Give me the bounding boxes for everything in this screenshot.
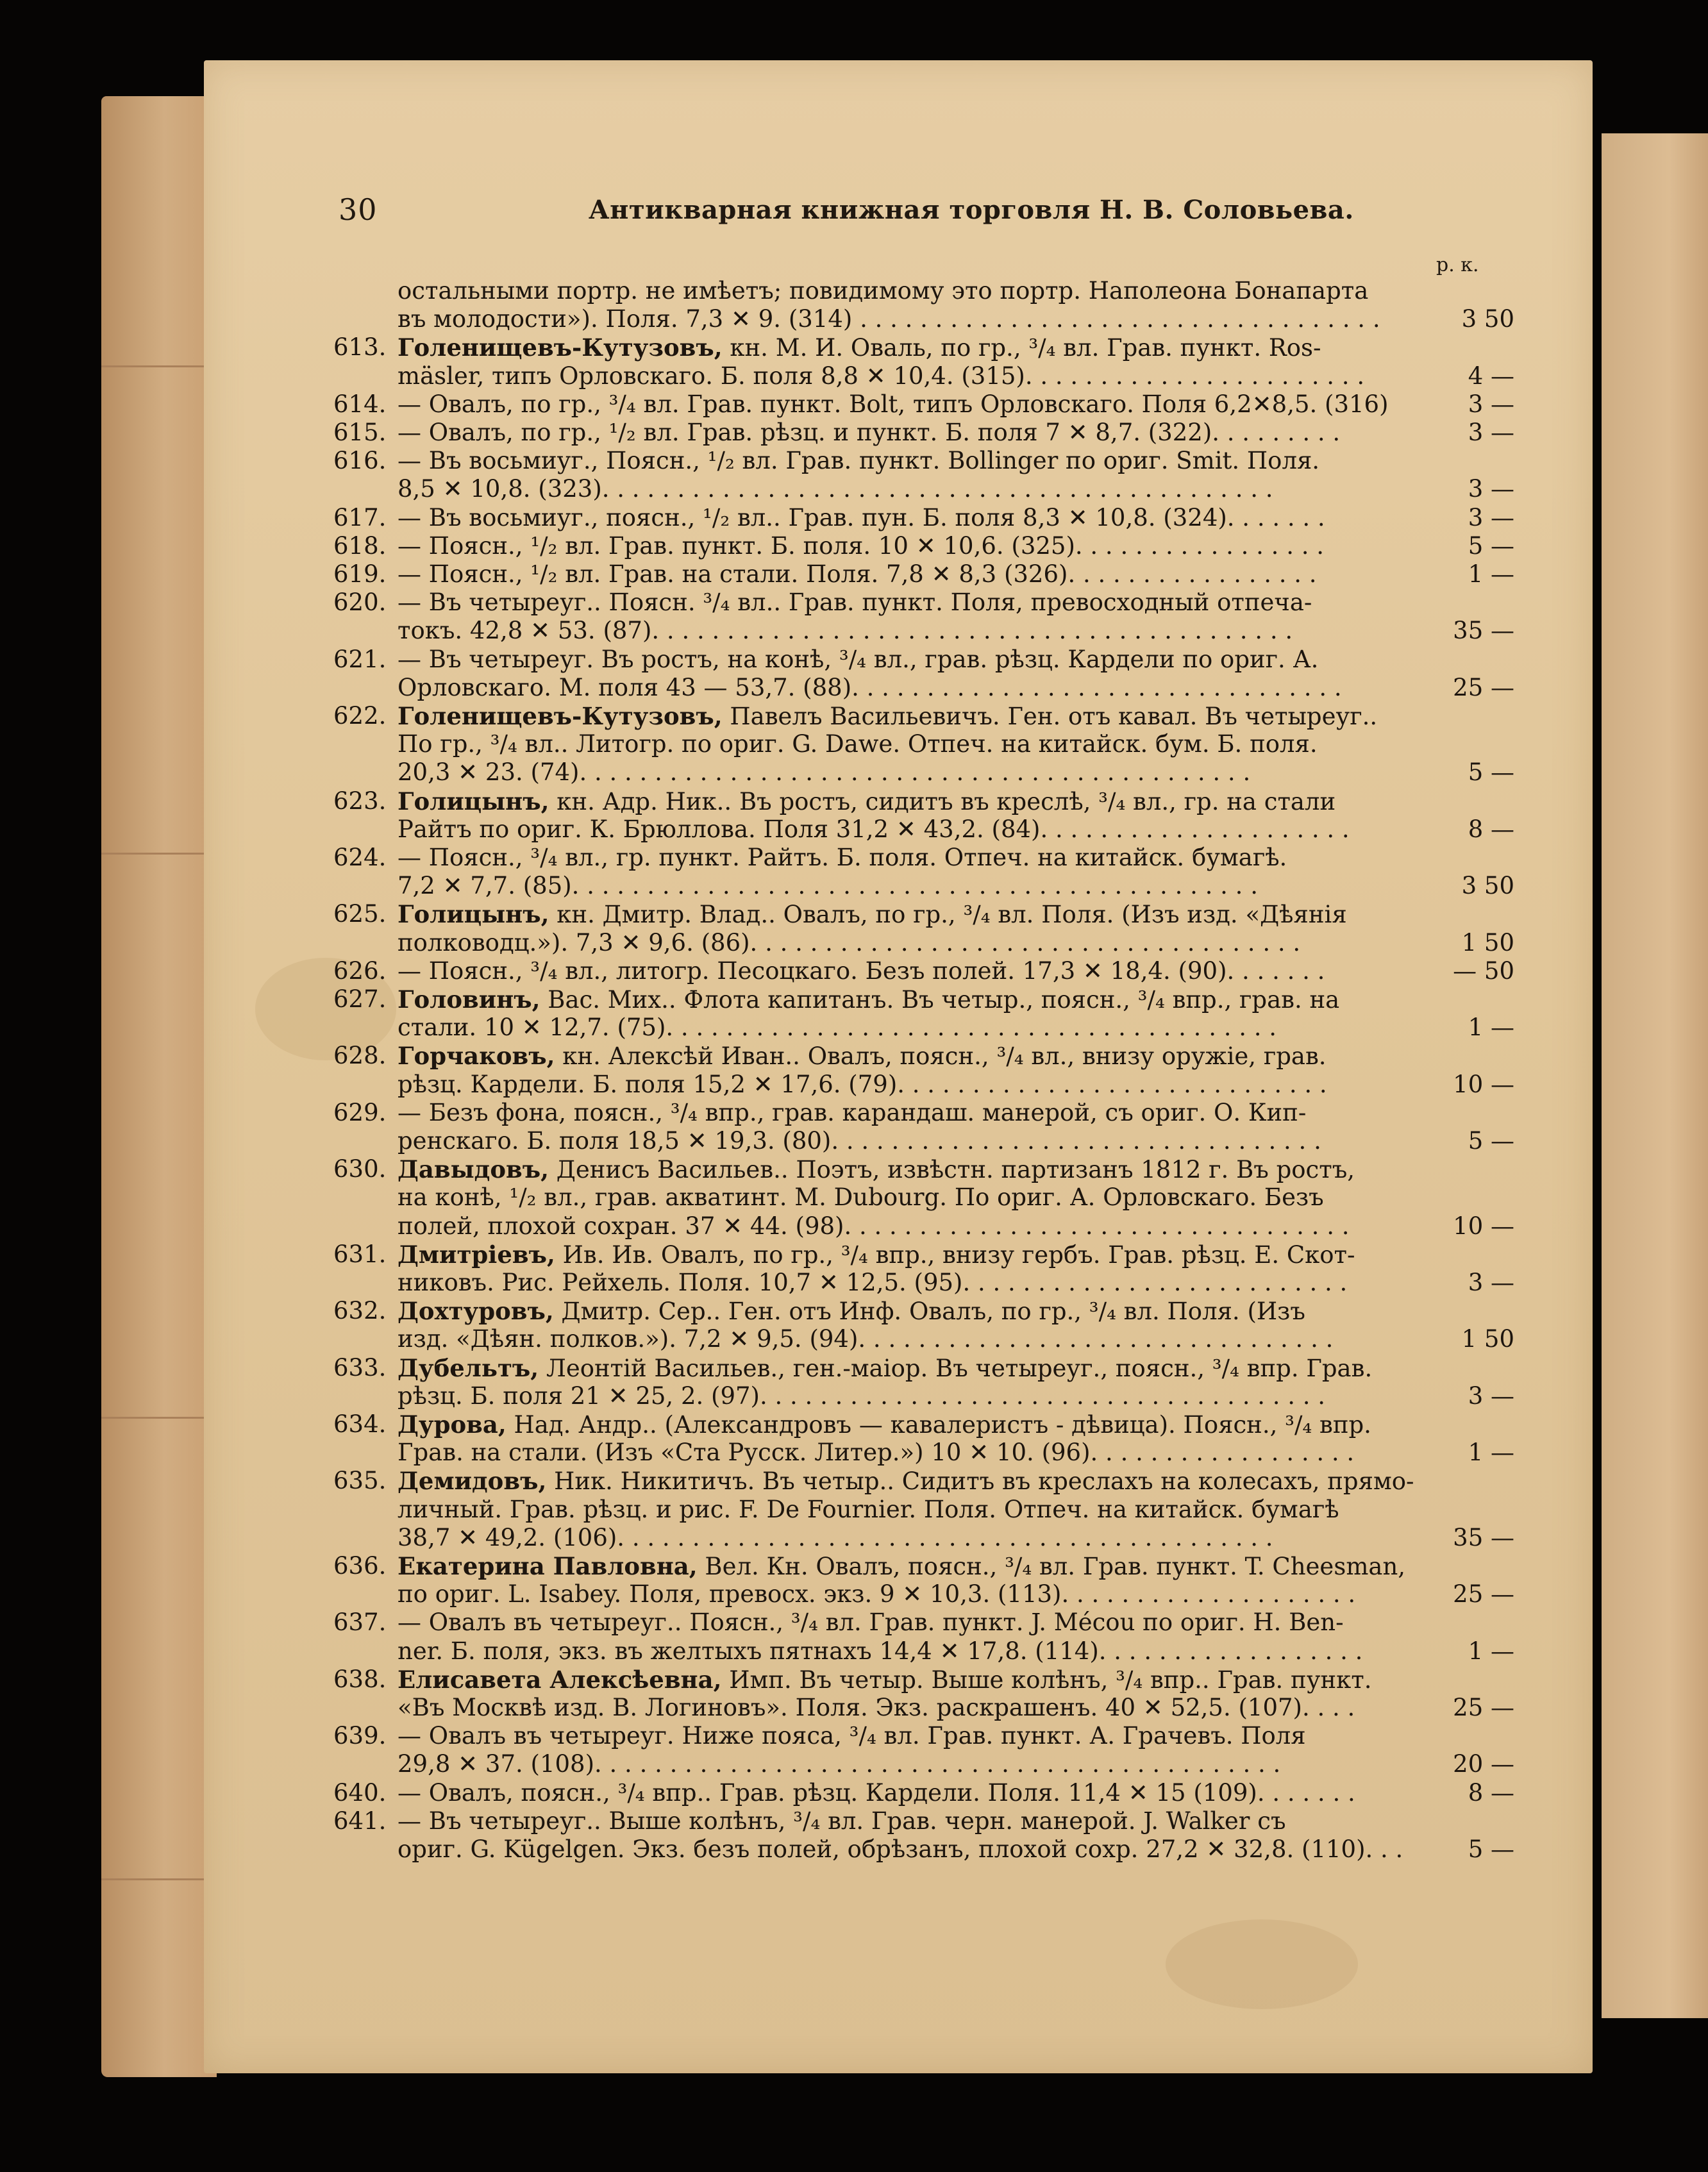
entry-price: 20 — <box>1453 1750 1514 1778</box>
entry-number: 624. <box>333 844 387 871</box>
catalog-line <box>0 362 1552 390</box>
entry-description: Денисъ Васильев.. Поэтъ, извѣстн. партизанъ 1812 г. Въ ростъ, <box>548 1156 1355 1184</box>
entry-text <box>398 1496 1416 1524</box>
entry-price: 3 50 <box>1461 872 1514 900</box>
entry-name: Дурова, <box>398 1410 507 1439</box>
entry-text <box>398 1722 1416 1750</box>
entry-text <box>398 1297 1416 1325</box>
entry-price: 3 — <box>1468 503 1514 531</box>
entry-number: 639. <box>333 1722 387 1750</box>
catalog-line <box>0 1496 1552 1524</box>
catalog-line <box>0 844 1552 872</box>
entry-price: 3 — <box>1468 1382 1514 1410</box>
entry-number: 615. <box>333 419 387 446</box>
entry-description: кн. М. И. Оваль, по гр., ³/₄ вл. Грав. пункт. Ros- <box>722 334 1321 362</box>
entry-text <box>398 305 1416 333</box>
entry-description: — Безъ фона, поясн., ³/₄ впр., грав. карандаш. манерой, съ ориг. О. Кип- <box>398 1098 1307 1126</box>
entry-description: Ник. Никитичъ. Въ четыр.. Сидитъ въ креслахъ на колесахъ, прямо- <box>546 1467 1414 1496</box>
entry-number: 641. <box>333 1807 387 1835</box>
entry-number: 618. <box>333 531 387 560</box>
entry-number: 637. <box>333 1608 387 1637</box>
entry-number: 638. <box>333 1665 387 1693</box>
entry-text <box>398 1325 1416 1353</box>
entry-description: 8,5 ✕ 10,8. (323). . . . . . . . . . . . . . . . . . . . . . . . . . . . . . . . . . . . . . . . . . . . . <box>398 475 1273 503</box>
entry-text <box>398 1608 1416 1637</box>
entry-text <box>398 1807 1416 1835</box>
running-header <box>0 192 1708 231</box>
entry-text <box>398 1127 1416 1155</box>
entry-price: 35 — <box>1453 617 1514 645</box>
entry-text <box>398 1580 1416 1608</box>
entry-description: — Въ четыреуг. Въ ростъ, на конѣ, ³/₄ вл., грав. рѣзц. Кардели по ориг. А. <box>398 645 1319 673</box>
catalog-line <box>0 1439 1552 1467</box>
entry-text <box>398 1524 1416 1552</box>
entry-text <box>398 277 1416 305</box>
facing-page-edge <box>1602 133 1708 2018</box>
entry-name: Елисавета Алексѣевна, <box>398 1665 722 1694</box>
catalog-line <box>0 1467 1552 1495</box>
entry-description: 38,7 ✕ 49,2. (106). . . . . . . . . . . . . . . . . . . . . . . . . . . . . . . . . . . . . . . . . . . . <box>398 1523 1273 1551</box>
catalog-line <box>0 1410 1552 1439</box>
entry-description: стали. 10 ✕ 12,7. (75). . . . . . . . . . . . . . . . . . . . . . . . . . . . . . . . . . . . . . . . . <box>398 1014 1277 1042</box>
catalog-line <box>0 589 1552 617</box>
catalog-line <box>0 1127 1552 1155</box>
entry-text <box>398 1071 1416 1099</box>
entry-description: — Поясн., ³/₄ вл., литогр. Песоцкаго. Безъ полей. 17,3 ✕ 18,4. (90). . . . . . . <box>398 957 1325 985</box>
entry-name: Голицынъ, <box>398 900 549 929</box>
catalog-line <box>0 1212 1552 1241</box>
entry-price: 1 — <box>1468 1637 1514 1665</box>
catalog-line <box>0 1269 1552 1297</box>
catalog-line <box>0 1580 1552 1608</box>
entry-price: 3 — <box>1468 390 1514 418</box>
entry-description: Имп. Въ четыр. Выше колѣнъ, ³/₄ впр.. Грав. пункт. <box>721 1666 1372 1694</box>
entry-text <box>398 1750 1416 1778</box>
entry-description: 29,8 ✕ 37. (108). . . . . . . . . . . . . . . . . . . . . . . . . . . . . . . . . . . . . . . . . . . . . . <box>398 1750 1281 1778</box>
catalog-line <box>0 1666 1552 1694</box>
entry-text <box>398 1212 1416 1241</box>
entry-price: 3 — <box>1468 419 1514 446</box>
entry-text <box>398 1552 1416 1580</box>
catalog-line <box>0 1694 1552 1722</box>
entry-name: Дмитріевъ, <box>398 1240 555 1269</box>
entry-price: 4 — <box>1468 362 1514 390</box>
catalog-line <box>0 1071 1552 1099</box>
entry-description: Ив. Ив. Овалъ, по гр., ³/₄ впр., внизу гербъ. Грав. рѣзц. Е. Скот- <box>555 1241 1355 1269</box>
entry-text <box>398 815 1416 844</box>
entry-text <box>398 1014 1416 1042</box>
entry-number: 616. <box>333 447 387 475</box>
entry-description: изд. «Дѣян. полков.»). 7,2 ✕ 9,5. (94). . . . . . . . . . . . . . . . . . . . . . . . . . . . . . . . <box>398 1325 1334 1353</box>
entry-text <box>398 646 1416 674</box>
catalog-line <box>0 1042 1552 1070</box>
entry-text <box>398 1183 1416 1212</box>
entry-text <box>398 504 1416 532</box>
entry-description: Леонтій Васильев., ген.-маіор. Въ четыреуг., поясн., ³/₄ впр. Грав. <box>539 1354 1373 1382</box>
entry-description: Вас. Мих.. Флота капитанъ. Въ четыр., поясн., ³/₄ впр., грав. на <box>540 986 1340 1014</box>
entry-price: 35 — <box>1453 1523 1514 1551</box>
entry-description: остальными портр. не имѣетъ; повидимому это портр. Наполеона Бонапарта <box>398 277 1369 305</box>
entry-price: 10 — <box>1453 1070 1514 1098</box>
entry-text <box>398 1099 1416 1127</box>
entry-number: 628. <box>333 1042 387 1070</box>
entry-price: 5 — <box>1468 1835 1514 1863</box>
catalog-line <box>0 419 1552 447</box>
entry-name: Дубельтъ, <box>398 1353 539 1382</box>
running-head-title: Антикварная книжная торговля Н. В. Соловьева. <box>589 195 1354 225</box>
entry-text <box>398 447 1416 475</box>
entry-text <box>398 730 1416 758</box>
entry-description: Орловскаго. М. поля 43 — 53,7. (88). . . . . . . . . . . . . . . . . . . . . . . . . . . . . . . . . <box>398 673 1342 701</box>
catalog-line <box>0 957 1552 985</box>
catalog-line <box>0 1608 1552 1637</box>
entry-text <box>398 787 1416 815</box>
entry-text <box>398 957 1416 985</box>
entry-text <box>398 1637 1416 1666</box>
entry-text <box>398 1354 1416 1382</box>
entry-price: 5 — <box>1468 531 1514 560</box>
catalog-line <box>0 1722 1552 1750</box>
entry-name: Голицынъ, <box>398 787 549 815</box>
entry-description: 20,3 ✕ 23. (74). . . . . . . . . . . . . . . . . . . . . . . . . . . . . . . . . . . . . . . . . . . . . <box>398 758 1251 787</box>
catalog-line <box>0 1637 1552 1666</box>
entry-description: кн. Адр. Ник.. Въ ростъ, сидитъ въ креслѣ, ³/₄ вл., гр. на стали <box>549 787 1336 815</box>
catalog-line <box>0 702 1552 730</box>
entry-description: — Овалъ, поясн., ³/₄ впр.. Грав. рѣзц. Кардели. Поля. 11,4 ✕ 15 (109). . . . . . . <box>398 1778 1355 1807</box>
entry-description: личный. Грав. рѣзц. и рис. F. De Fournier. Поля. Отпеч. на китайск. бумагѣ <box>398 1495 1339 1523</box>
entry-text <box>398 589 1416 617</box>
entry-text <box>398 929 1416 957</box>
entry-description: на конѣ, ¹/₂ вл., грав. акватинт. M. Dubourg. По ориг. А. Орловскаго. Безъ <box>398 1183 1324 1212</box>
entry-text <box>398 560 1416 589</box>
catalog-line <box>0 475 1552 503</box>
entry-description: кн. Дмитр. Влад.. Овалъ, по гр., ³/₄ вл. Поля. (Изъ изд. «Дѣянія <box>549 901 1347 929</box>
entry-description: — Въ четыреуг.. Поясн. ³/₄ вл.. Грав. пункт. Поля, превосходный отпеча- <box>398 589 1312 617</box>
entry-text <box>398 1269 1416 1297</box>
entry-price: 1 50 <box>1461 1325 1514 1353</box>
entry-description: — Въ восьмиуг., Поясн., ¹/₂ вл. Грав. пункт. Bollinger по ориг. Smit. Поля. <box>398 447 1320 475</box>
catalog-line <box>0 758 1552 787</box>
entry-description: mäsler, типъ Орловскаго. Б. поля 8,8 ✕ 10,4. (315). . . . . . . . . . . . . . . . . . . . . . . <box>398 362 1365 390</box>
entry-text <box>398 1467 1416 1495</box>
entry-price: 1 50 <box>1461 928 1514 957</box>
entry-text <box>398 1155 1416 1183</box>
entry-text <box>398 702 1416 730</box>
entry-name: Екатерина Павловна, <box>398 1552 698 1580</box>
entry-description: ориг. G. Kügelgen. Экз. безъ полей, обрѣзанъ, плохой сохр. 27,2 ✕ 32,8. (110). . . <box>398 1835 1403 1863</box>
catalog-line <box>0 277 1552 305</box>
entry-price: 3 — <box>1468 475 1514 503</box>
entry-price: 25 — <box>1453 1694 1514 1721</box>
catalog-line <box>0 1014 1552 1042</box>
catalog-line <box>0 1354 1552 1382</box>
entry-text <box>398 390 1416 419</box>
catalog-line <box>0 1524 1552 1552</box>
catalog-line <box>0 985 1552 1014</box>
entry-text <box>398 362 1416 390</box>
entry-text <box>398 900 1416 928</box>
entry-description: — Овалъ, по гр., ³/₄ вл. Грав. пункт. Bolt, типъ Орловскаго. Поля 6,2✕8,5. (316) <box>398 390 1389 418</box>
entry-description: Грав. на стали. (Изъ «Ста Русск. Литер.») 10 ✕ 10. (96). . . . . . . . . . . . . . . . . . <box>398 1439 1355 1467</box>
catalog-line <box>0 872 1552 900</box>
entry-name: Демидовъ, <box>398 1467 547 1496</box>
entry-text <box>398 1835 1416 1864</box>
entry-price: 3 50 <box>1461 305 1514 333</box>
entry-text <box>398 475 1416 503</box>
entry-price: 10 — <box>1453 1212 1514 1240</box>
catalog-line <box>0 1297 1552 1325</box>
catalog-line <box>0 646 1552 674</box>
entry-description: въ молодости»). Поля. 7,3 ✕ 9. (314) . . . . . . . . . . . . . . . . . . . . . . . . . . . . . . . . . . . <box>398 305 1380 333</box>
entry-description: — Въ восьмиуг., поясн., ¹/₂ вл.. Грав. пун. Б. поля 8,3 ✕ 10,8. (324). . . . . . . <box>398 503 1325 531</box>
entry-description: полей, плохой сохран. 37 ✕ 44. (98). . . . . . . . . . . . . . . . . . . . . . . . . . . . . . . . . . <box>398 1212 1350 1240</box>
catalog-line <box>0 333 1552 362</box>
entry-description: рѣзц. Кардели. Б. поля 15,2 ✕ 17,6. (79). . . . . . . . . . . . . . . . . . . . . . . . . . . . . <box>398 1070 1327 1098</box>
catalog-line <box>0 560 1552 589</box>
entry-price: 1 — <box>1468 1014 1514 1042</box>
entry-name: Давыдовъ, <box>398 1155 549 1184</box>
entry-number: 621. <box>333 645 387 673</box>
entry-text <box>398 617 1416 645</box>
entry-number: 619. <box>333 560 387 588</box>
entry-price: 25 — <box>1453 1580 1514 1608</box>
entry-number: 623. <box>333 787 387 815</box>
catalog-line <box>0 1382 1552 1410</box>
entry-description: По гр., ³/₄ вл.. Литогр. по ориг. G. Dawe. Отпеч. на китайск. бум. Б. поля. <box>398 730 1318 758</box>
entry-description: ner. Б. поля, экз. въ желтыхъ пятнахъ 14,4 ✕ 17,8. (114). . . . . . . . . . . . . . . . . . <box>398 1637 1363 1665</box>
entry-text <box>398 1666 1416 1694</box>
entry-text <box>398 674 1416 702</box>
entry-number: 631. <box>333 1240 387 1268</box>
entry-description: — Въ четыреуг.. Выше колѣнъ, ³/₄ вл. Грав. черн. манерой. J. Walker съ <box>398 1807 1286 1835</box>
entry-name: Голенищевъ-Кутузовъ, <box>398 333 723 362</box>
entry-description: кн. Алексѣй Иван.. Овалъ, поясн., ³/₄ вл., внизу оружіе, грав. <box>555 1042 1327 1071</box>
entry-price: 8 — <box>1468 815 1514 843</box>
entry-number: 622. <box>333 702 387 730</box>
catalog-line <box>0 674 1552 702</box>
entry-text <box>398 1439 1416 1467</box>
entry-description: Павелъ Васильевичъ. Ген. отъ кавал. Въ четыреуг.. <box>722 703 1378 730</box>
entry-text <box>398 872 1416 900</box>
entry-number: 627. <box>333 985 387 1013</box>
catalog-line <box>0 1552 1552 1580</box>
entry-number: 626. <box>333 957 387 985</box>
entry-price: 3 — <box>1468 1269 1514 1296</box>
entry-description: — Поясн., ¹/₂ вл. Грав. на стали. Поля. 7,8 ✕ 8,3 (326). . . . . . . . . . . . . . . . . <box>398 560 1317 588</box>
catalog-line <box>0 390 1552 419</box>
entry-price: 25 — <box>1453 673 1514 701</box>
entry-description: — Овалъ въ четыреуг.. Поясн., ³/₄ вл. Грав. пункт. J. Mécou по ориг. H. Ben- <box>398 1608 1344 1637</box>
entry-number: 625. <box>333 900 387 928</box>
entry-description: — Поясн., ¹/₂ вл. Грав. пункт. Б. поля. 10 ✕ 10,6. (325). . . . . . . . . . . . . . . . . <box>398 531 1325 560</box>
catalog-line <box>0 1099 1552 1127</box>
entry-text <box>398 1042 1416 1070</box>
catalog-line <box>0 815 1552 844</box>
entry-description: — Поясн., ³/₄ вл., гр. пункт. Райтъ. Б. поля. Отпеч. на китайск. бумагѣ. <box>398 844 1287 871</box>
entry-number: 632. <box>333 1297 387 1325</box>
catalog-line <box>0 1325 1552 1353</box>
catalog-line <box>0 929 1552 957</box>
catalog-line <box>0 1241 1552 1269</box>
entry-text <box>398 1694 1416 1722</box>
catalog-line <box>0 1183 1552 1212</box>
entry-name: Горчаковъ, <box>398 1042 555 1071</box>
catalog-line <box>0 1835 1552 1864</box>
catalog-line <box>0 787 1552 815</box>
entry-description: «Въ Москвѣ изд. В. Логиновъ». Поля. Экз. раскрашенъ. 40 ✕ 52,5. (107). . . . <box>398 1694 1355 1721</box>
catalog-line <box>0 1807 1552 1835</box>
entry-text <box>398 1779 1416 1807</box>
price-column-header: р. к. <box>1436 254 1479 276</box>
entry-name: Головинъ, <box>398 985 540 1014</box>
entry-number: 633. <box>333 1353 387 1382</box>
catalog-line <box>0 617 1552 645</box>
catalog-line <box>0 730 1552 758</box>
entry-price: 1 — <box>1468 560 1514 588</box>
entry-description: — Овалъ, по гр., ¹/₂ вл. Грав. рѣзц. и пункт. Б. поля 7 ✕ 8,7. (322). . . . . . . . . <box>398 419 1341 446</box>
entry-text <box>398 419 1416 447</box>
entry-price: — 50 <box>1453 957 1514 985</box>
entry-text <box>398 1241 1416 1269</box>
entry-name: Дохтуровъ, <box>398 1297 554 1326</box>
entry-description: — Овалъ въ четыреуг. Ниже пояса, ³/₄ вл. Грав. пункт. А. Грачевъ. Поля <box>398 1722 1306 1750</box>
entry-description: Над. Андр.. (Александровъ — кавалеристъ - дѣвица). Поясн., ³/₄ впр. <box>506 1411 1371 1439</box>
entry-text <box>398 532 1416 560</box>
entry-number: 617. <box>333 503 387 531</box>
entry-number: 613. <box>333 333 387 362</box>
entry-number: 640. <box>333 1778 387 1807</box>
entry-price: 5 — <box>1468 758 1514 787</box>
entry-description: Дмитр. Сер.. Ген. отъ Инф. Овалъ, по гр., ³/₄ вл. Поля. (Изъ <box>553 1298 1305 1326</box>
catalog-line <box>0 1155 1552 1183</box>
entry-number: 636. <box>333 1552 387 1580</box>
entry-name: Голенищевъ-Кутузовъ, <box>398 702 723 730</box>
page-number: 30 <box>339 192 378 227</box>
entry-text <box>398 1382 1416 1410</box>
catalog-line <box>0 1779 1552 1807</box>
entry-text <box>398 1410 1416 1439</box>
entry-number: 634. <box>333 1410 387 1438</box>
entry-price: 8 — <box>1468 1778 1514 1807</box>
entry-number: 630. <box>333 1155 387 1183</box>
entry-description: рѣзц. Б. поля 21 ✕ 25, 2. (97). . . . . . . . . . . . . . . . . . . . . . . . . . . . . . . . . . . . . . <box>398 1382 1326 1410</box>
entry-description: никовъ. Рис. Рейхель. Поля. 10,7 ✕ 12,5. (95). . . . . . . . . . . . . . . . . . . . . . . . . . <box>398 1269 1348 1296</box>
entry-price: 1 — <box>1468 1439 1514 1467</box>
catalog-line <box>0 532 1552 560</box>
catalog-line <box>0 447 1552 475</box>
entry-number: 620. <box>333 589 387 617</box>
entry-text <box>398 758 1416 787</box>
entry-price: 5 — <box>1468 1127 1514 1155</box>
entry-description: полководц.»). 7,3 ✕ 9,6. (86). . . . . . . . . . . . . . . . . . . . . . . . . . . . . . . . . . . . . <box>398 928 1301 957</box>
entry-text <box>398 985 1416 1014</box>
entry-description: Райтъ по ориг. К. Брюллова. Поля 31,2 ✕ 43,2. (84). . . . . . . . . . . . . . . . . . . . . <box>398 815 1350 843</box>
entry-description: токъ. 42,8 ✕ 53. (87). . . . . . . . . . . . . . . . . . . . . . . . . . . . . . . . . . . . . . . . . . . <box>398 617 1293 645</box>
catalog-line <box>0 900 1552 928</box>
entry-number: 614. <box>333 390 387 418</box>
entry-description: 7,2 ✕ 7,7. (85). . . . . . . . . . . . . . . . . . . . . . . . . . . . . . . . . . . . . . . . . . . . . . <box>398 872 1258 900</box>
entry-description: ренскаго. Б. поля 18,5 ✕ 19,3. (80). . . . . . . . . . . . . . . . . . . . . . . . . . . . . . . . . <box>398 1127 1321 1155</box>
entry-number: 629. <box>333 1098 387 1126</box>
entry-text <box>398 333 1416 362</box>
catalog-line <box>0 504 1552 532</box>
entry-number: 635. <box>333 1467 387 1495</box>
entry-description: Вел. Кн. Овалъ, поясн., ³/₄ вл. Грав. пункт. T. Cheesman, <box>697 1553 1406 1580</box>
entry-description: по ориг. L. Isabey. Поля, превосх. экз. 9 ✕ 10,3. (113). . . . . . . . . . . . . . . . . . . . <box>398 1580 1356 1608</box>
entry-text <box>398 844 1416 872</box>
catalog-line <box>0 305 1552 333</box>
catalog-line <box>0 1750 1552 1778</box>
